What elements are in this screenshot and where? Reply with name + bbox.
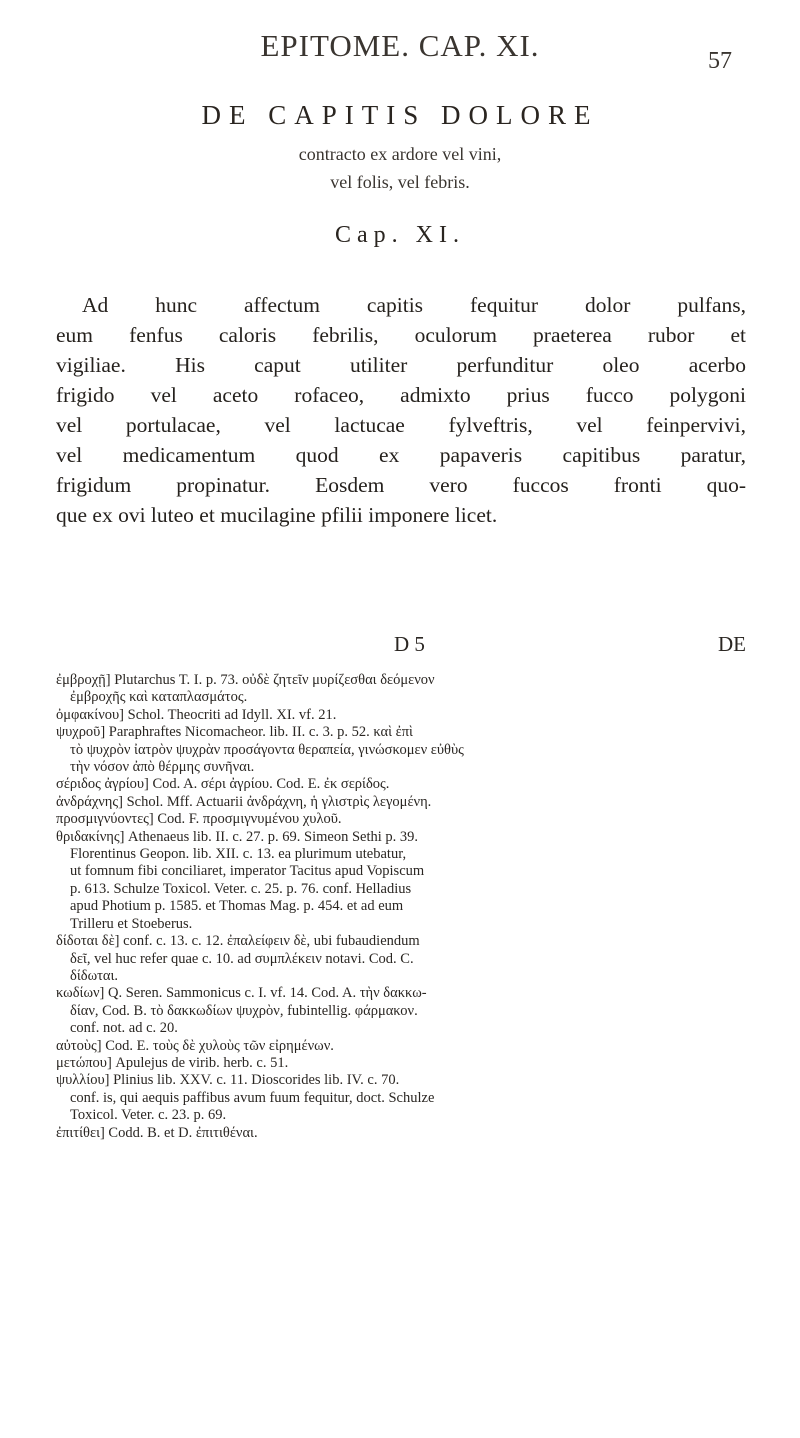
note-line: Trilleru et Stoeberus. (70, 915, 193, 932)
body-line: vel portulacae, vel lactucae fylveftris, vel feinpervivi, (56, 413, 746, 437)
note-line: p. 613. Schulze Toxicol. Veter. c. 25. p. 76. conf. Helladius (70, 880, 412, 897)
chapter-number: Cap. XI. (335, 222, 465, 248)
note-line: ὀμφακίνου] Schol. Theocriti ad Idyll. XI. vf. 21. (56, 706, 337, 723)
note-line: ἀνδράχνης] Schol. Mff. Actuarii ἀνδράχνη, ἡ γλιστρὶς λεγομένη. (56, 793, 432, 810)
note-line: ψυχροῦ] Paraphraftes Nicomacheor. lib. II. c. 3. p. 52. καὶ ἐπὶ (56, 724, 413, 741)
page-number: 57 (708, 48, 732, 74)
body-line: eum fenfus caloris febrilis, oculorum praeterea rubor et (56, 323, 746, 347)
running-head: EPITOME. CAP. XI. (260, 28, 540, 63)
note-line: προσμιγνύοντες] Cod. F. προσμιγνυμένου χυλοῦ. (56, 811, 342, 828)
body-line: frigidum propinatur. Eosdem vero fuccos fronti quo- (56, 473, 746, 497)
note-line: σέριδος ἀγρίου] Cod. A. σέρι ἀγρίου. Cod. E. ἐκ σερίδος. (56, 776, 390, 793)
note-line: ἐμβροχῆς καὶ καταπλασμάτος. (70, 689, 248, 706)
note-line: conf. not. ad c. 20. (70, 1020, 178, 1037)
note-line: Toxicol. Veter. c. 23. p. 69. (70, 1107, 227, 1124)
chapter-title: DE CAPITIS DOLORE (201, 100, 599, 130)
catchword: DE (718, 632, 746, 656)
note-line: δίδοται δὲ] conf. c. 13. c. 12. ἐπαλείφειν δὲ, ubi fubaudiendum (56, 933, 420, 950)
note-line: μετώπου] Apulejus de virib. herb. c. 51. (56, 1054, 289, 1071)
note-line: ut fomnum fibi conciliaret, imperator Tacitus apud Vopiscum (70, 863, 425, 880)
note-line: δίδωται. (70, 967, 119, 984)
note-line: ψυλλίου] Plinius lib. XXV. c. 11. Dioscorides lib. IV. c. 70. (56, 1072, 400, 1089)
signature-row (56, 632, 746, 662)
body-line: Ad hunc affectum capitis fequitur dolor pulfans, (82, 293, 746, 317)
note-line: Florentinus Geopon. lib. XII. c. 13. ea plurimum utebatur, (70, 846, 407, 863)
footnotes (56, 672, 746, 1142)
note-line: θριδακίνης] Athenaeus lib. II. c. 27. p. 69. Simeon Sethi p. 39. (56, 828, 419, 845)
note-line: ἐμβροχῇ] Plutarchus T. I. p. 73. οὐδὲ ζητεῖν μυρίζεσθαι δεόμενον (56, 672, 435, 688)
main-paragraph (56, 290, 746, 530)
body-line: frigido vel aceto rofaceo, admixto prius fucco polygoni (56, 383, 746, 407)
subtitle-line-2: vel folis, vel febris. (330, 172, 470, 192)
note-line: ἐπιτίθει] Codd. B. et D. ἐπιτιθέναι. (56, 1124, 258, 1141)
body-line: vel medicamentum quod ex papaveris capitibus paratur, (56, 443, 746, 467)
body-line: que ex ovi luteo et mucilagine pfilii imponere licet. (56, 503, 498, 527)
body-line: vigiliae. His caput utiliter perfunditur oleo acerbo (56, 353, 746, 377)
note-line: apud Photium p. 1585. et Thomas Mag. p. 454. et ad eum (70, 898, 404, 915)
note-line: τὴν νόσον ἀπὸ θέρμης συνῆναι. (70, 759, 255, 776)
note-line: αὐτοὺς] Cod. E. τοὺς δὲ χυλοὺς τῶν εἰρημένων. (56, 1037, 334, 1054)
note-line: κωδίων] Q. Seren. Sammonicus c. I. vf. 14. Cod. A. τὴν δακκω- (56, 985, 427, 1002)
note-line: τὸ ψυχρὸν ἰατρὸν ψυχρὰν προσάγοντα θεραπεία, γινώσκομεν εὐθὺς (70, 741, 464, 758)
page-header (0, 28, 800, 74)
note-line: δίαν, Cod. B. τὸ δακκωδίων ψυχρὸν, fubintellig. φάρμακον. (70, 1002, 418, 1019)
note-line: δεῖ, vel huc refer quae c. 10. ad συμπλέκειν notavi. Cod. C. (70, 950, 414, 967)
printer-signature: D 5 (394, 632, 425, 656)
subtitle-line-1: contracto ex ardore vel vini, (298, 144, 502, 164)
note-line: conf. is, qui aequis paffibus avum fuum fequitur, doct. Schulze (70, 1089, 435, 1106)
